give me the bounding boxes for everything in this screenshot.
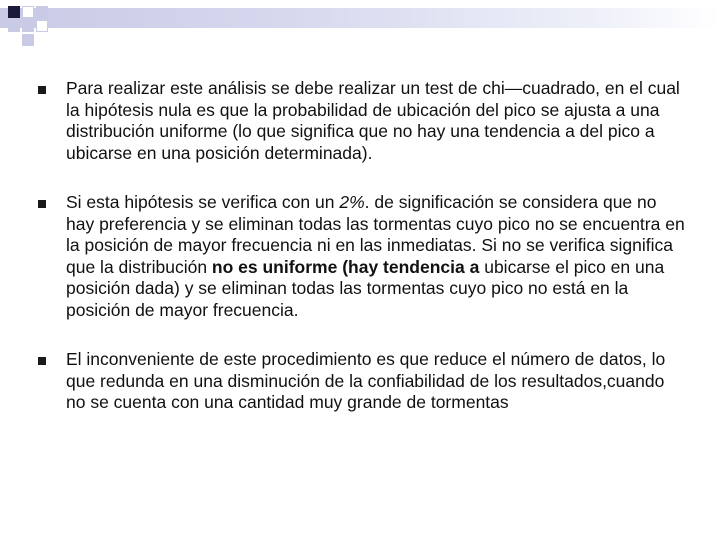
header-gradient-bar	[0, 8, 720, 28]
bullet-text-segment: El inconveniente de este procedimiento es que reduce el número de datos, lo que redunda en una disminución de la confiabilidad de los resultados,cuando no se cuenta con una cantidad muy grande de tormentas	[66, 349, 666, 412]
bullet-text-italic: 2%	[339, 192, 365, 212]
decoration-square	[8, 6, 20, 18]
square-bullet-icon	[38, 200, 46, 208]
bullet-text-segment: Si esta hipótesis se verifica con un	[66, 192, 340, 212]
header-decoration	[0, 0, 720, 48]
bullet-item	[36, 192, 686, 321]
decoration-square	[22, 34, 34, 46]
bullet-text	[66, 349, 686, 414]
bullet-text	[66, 192, 686, 321]
square-bullet-icon	[38, 357, 46, 365]
bullet-item	[36, 78, 686, 164]
bullet-list	[36, 78, 686, 442]
decoration-square	[8, 20, 20, 32]
bullet-text-bold: no es uniforme (hay tendencia a	[211, 256, 485, 277]
square-bullet-icon	[38, 86, 46, 94]
decoration-square	[22, 20, 34, 32]
bullet-text-segment: ubicarse el pico en una posición dada) y se eliminan todas las tormentas cuyo pico no está en la posición de mayor frecuencia.	[66, 256, 665, 320]
decoration-square	[36, 20, 48, 32]
bullet-text-segment: . de significación se considera que no hay preferencia y se eliminan todas las tormentas cuyo pico no se encuentra en la posición de mayor frecuencia ni en las inmediatas. Si no se verifica significa que la distribución	[66, 192, 685, 277]
bullet-item	[36, 349, 686, 414]
bullet-text	[66, 78, 686, 164]
bullet-text-segment: Para realizar este análisis se debe realizar un test de chi—cuadrado, en el cual la hipótesis nula es que la probabilidad de ubicación del pico se ajusta a una distribución uniforme (lo que significa que no hay una tendencia a del pico a ubicarse en una posición determinada).	[66, 78, 680, 163]
decoration-square	[36, 6, 48, 18]
decoration-square	[22, 6, 34, 18]
